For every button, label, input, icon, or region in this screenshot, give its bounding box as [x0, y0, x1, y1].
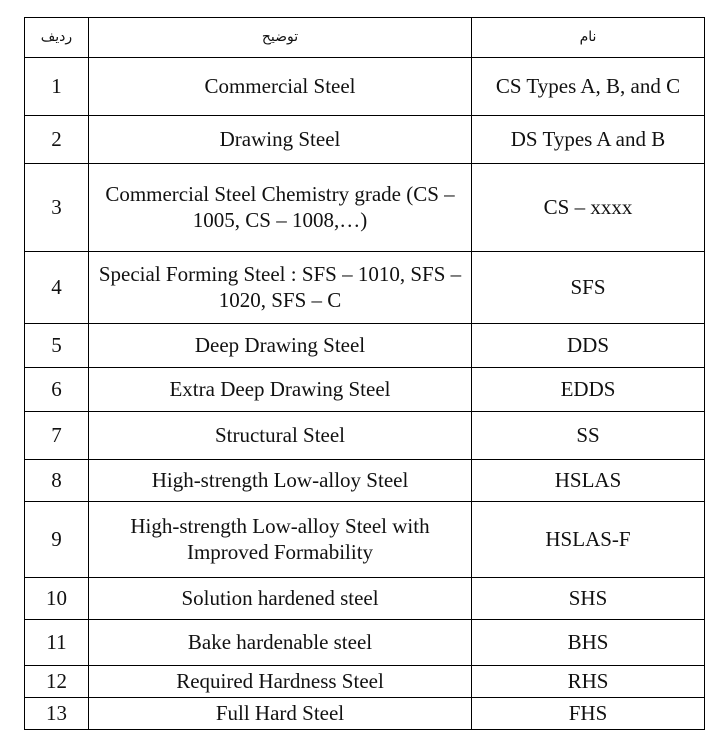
table-row: [25, 412, 705, 460]
row-number: 7: [25, 412, 89, 460]
table-row: [25, 368, 705, 412]
row-number: 1: [25, 58, 89, 116]
row-description: Required Hardness Steel: [89, 666, 472, 698]
row-name: SHS: [472, 578, 705, 620]
table-row: [25, 578, 705, 620]
row-number: 9: [25, 502, 89, 578]
table-row: [25, 698, 705, 730]
header-name: نام: [472, 18, 705, 58]
table-row: [25, 164, 705, 252]
row-description: Drawing Steel: [89, 116, 472, 164]
row-number: 12: [25, 666, 89, 698]
row-description: Full Hard Steel: [89, 698, 472, 730]
row-description: Structural Steel: [89, 412, 472, 460]
table-row: [25, 502, 705, 578]
row-description: Special Forming Steel : SFS – 1010, SFS – 1020, SFS – C: [89, 252, 472, 324]
row-number: 10: [25, 578, 89, 620]
table-row: [25, 620, 705, 666]
row-number: 4: [25, 252, 89, 324]
row-number: 11: [25, 620, 89, 666]
row-name: DDS: [472, 324, 705, 368]
row-description: Extra Deep Drawing Steel: [89, 368, 472, 412]
table-row: [25, 252, 705, 324]
row-number: 2: [25, 116, 89, 164]
table-row: [25, 666, 705, 698]
row-name: BHS: [472, 620, 705, 666]
row-number: 6: [25, 368, 89, 412]
table-row: [25, 324, 705, 368]
steel-types-table: [24, 17, 705, 730]
row-name: DS Types A and B: [472, 116, 705, 164]
header-row: [25, 18, 705, 58]
table-row: [25, 116, 705, 164]
row-description: Solution hardened steel: [89, 578, 472, 620]
row-name: RHS: [472, 666, 705, 698]
row-description: High-strength Low-alloy Steel with Improved Formability: [89, 502, 472, 578]
row-name: EDDS: [472, 368, 705, 412]
row-name: CS Types A, B, and C: [472, 58, 705, 116]
row-number: 8: [25, 460, 89, 502]
row-description: High-strength Low-alloy Steel: [89, 460, 472, 502]
row-number: 5: [25, 324, 89, 368]
header-row-no: ردیف: [25, 18, 89, 58]
table-row: [25, 58, 705, 116]
table-row: [25, 460, 705, 502]
row-name: SS: [472, 412, 705, 460]
header-description: توضیح: [89, 18, 472, 58]
row-name: HSLAS-F: [472, 502, 705, 578]
row-description: Commercial Steel: [89, 58, 472, 116]
row-name: FHS: [472, 698, 705, 730]
row-name: HSLAS: [472, 460, 705, 502]
row-description: Commercial Steel Chemistry grade (CS – 1005, CS – 1008,…): [89, 164, 472, 252]
row-description: Deep Drawing Steel: [89, 324, 472, 368]
row-name: CS – xxxx: [472, 164, 705, 252]
row-name: SFS: [472, 252, 705, 324]
row-number: 13: [25, 698, 89, 730]
row-description: Bake hardenable steel: [89, 620, 472, 666]
row-number: 3: [25, 164, 89, 252]
